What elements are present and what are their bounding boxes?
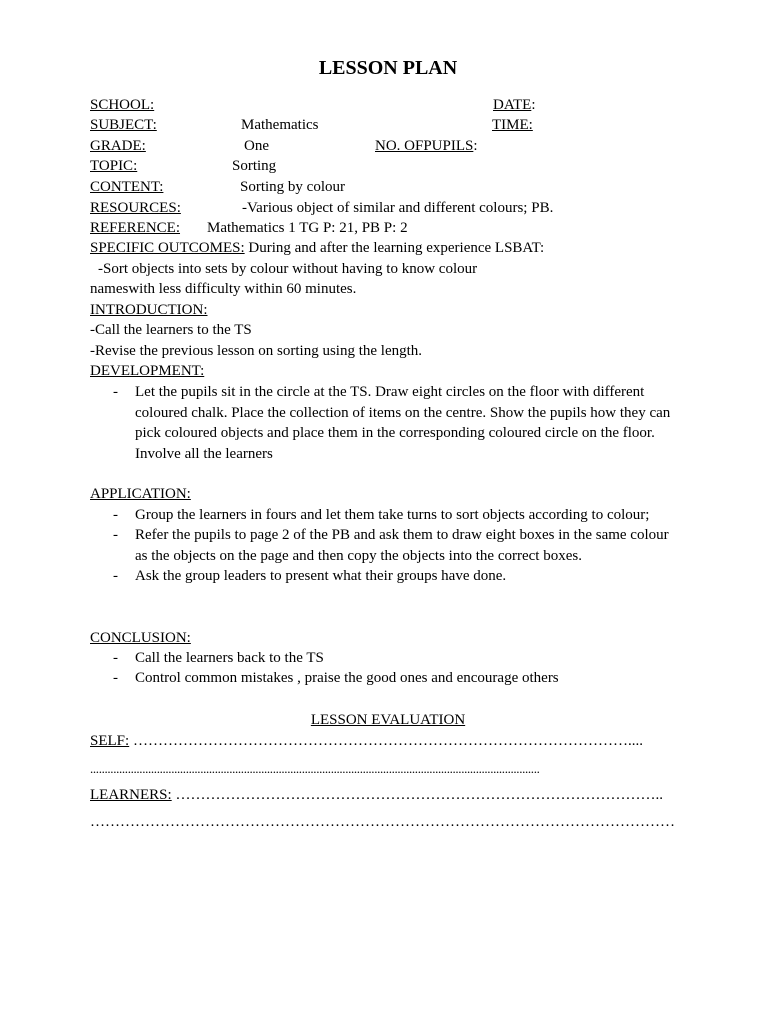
bullet-dash: - — [113, 650, 118, 666]
date-colon: : — [531, 97, 536, 113]
development-item: Let the pupils sit in the circle at the TS. Draw eight circles on the floor with different coloured chalk. Place the collection of items on the centre. Show the pupils how they can pick coloured objects and place them in the corresponding coloured circle on the floor. Involve all the learners — [135, 384, 671, 462]
bullet-dash: - — [113, 384, 118, 400]
outcomes-line-3: nameswith less difficulty within 60 minutes. — [90, 281, 357, 297]
subject-label: SUBJECT: — [90, 117, 157, 133]
content-label: CONTENT: — [90, 179, 164, 195]
subject-value: Mathematics — [241, 117, 319, 133]
outcomes-value: During and after the learning experience LSBAT: — [248, 240, 545, 256]
resources-value: -Various object of similar and different colours; PB. — [242, 200, 554, 216]
bullet-dash: - — [113, 670, 118, 686]
self-line — [90, 731, 643, 751]
learners-dots-line-2: ……………………………………………………………………………………………………… — [90, 814, 675, 830]
bullet-dash: - — [113, 527, 118, 543]
pupils-colon: : — [473, 138, 478, 154]
conclusion-item: Control common mistakes , praise the good ones and encourage others — [135, 670, 559, 686]
bullet-dash: - — [113, 507, 118, 523]
conclusion-item: Call the learners back to the TS — [135, 650, 324, 666]
reference-label: REFERENCE: — [90, 220, 181, 236]
learners-line — [90, 785, 663, 805]
pupils-label: NO. OFPUPILS — [375, 138, 474, 154]
pupils-field — [375, 136, 478, 156]
content-value: Sorting by colour — [240, 179, 345, 195]
grade-label: GRADE: — [90, 138, 146, 154]
introduction-line: -Call the learners to the TS — [90, 322, 252, 338]
time-label: TIME: — [492, 117, 533, 133]
topic-value: Sorting — [232, 158, 277, 174]
development-heading: DEVELOPMENT: — [90, 363, 205, 379]
outcomes-label: SPECIFIC OUTCOMES: — [90, 240, 245, 256]
bullet-dash: - — [113, 568, 118, 584]
introduction-heading: INTRODUCTION: — [90, 302, 208, 318]
application-item: Group the learners in fours and let them take turns to sort objects according to colour; — [135, 507, 650, 523]
application-item: Refer the pupils to page 2 of the PB and ask them to draw eight boxes in the same colour as the objects on the page and then copy the objects into the correct boxes. — [135, 527, 669, 564]
introduction-line: -Revise the previous lesson on sorting using the length. — [90, 343, 423, 359]
reference-value: Mathematics 1 TG P: 21, PB P: 2 — [207, 220, 408, 236]
conclusion-heading: CONCLUSION: — [90, 630, 191, 646]
evaluation-heading: LESSON EVALUATION — [310, 712, 466, 728]
learners-dots: …………………………………………………………………………………….. — [175, 787, 663, 803]
application-item: Ask the group leaders to present what their groups have done. — [135, 568, 507, 584]
date-label: DATE — [493, 97, 532, 113]
self-dots-line-2: ........................................................................................................................................................... — [90, 761, 540, 776]
page-title: LESSON PLAN — [318, 57, 458, 79]
learners-label: LEARNERS: — [90, 787, 172, 803]
outcomes-line-2: -Sort objects into sets by colour without having to know colour — [98, 261, 478, 277]
self-label: SELF: — [90, 733, 130, 749]
self-dots: ……………………………………………………………………………………….... — [132, 733, 643, 749]
outcomes-line — [90, 238, 544, 258]
grade-value: One — [244, 138, 269, 154]
topic-label: TOPIC: — [90, 158, 138, 174]
school-label: SCHOOL: — [90, 97, 155, 113]
application-heading: APPLICATION: — [90, 486, 191, 502]
date-field — [493, 95, 536, 115]
resources-label: RESOURCES: — [90, 200, 181, 216]
